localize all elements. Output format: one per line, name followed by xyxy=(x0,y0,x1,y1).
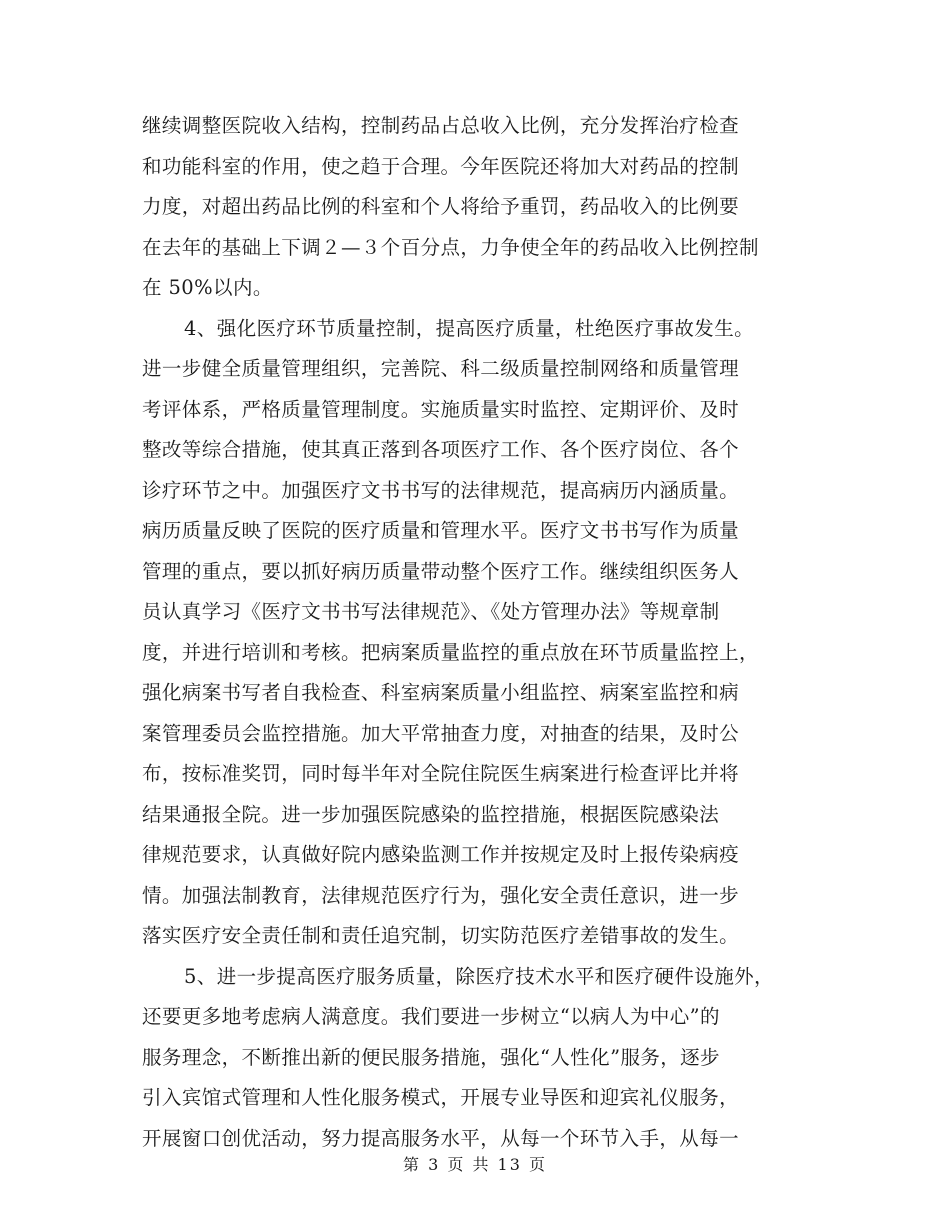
text-line: 在去年的基础上下调２—３个百分点，力争使全年的药品收入比例控制 xyxy=(142,235,759,259)
text-line: 律规范要求，认真做好院内感染监测工作并按规定及时上报传染病疫 xyxy=(142,843,740,866)
text-line: 落实医疗安全责任制和责任追究制，切实防范医疗差错事故的发生。 xyxy=(142,924,740,947)
document-body xyxy=(142,106,822,1159)
page-footer: 第 3 页 共 13 页 xyxy=(403,1155,547,1174)
text-line: 诊疗环节之中。加强医疗文书书写的法律规范，提高病历内涵质量。 xyxy=(142,478,740,502)
text-line: 4、强化医疗环节质量控制，提高医疗质量，杜绝医疗事故发生。 xyxy=(184,316,755,340)
text-line: 度，并进行培训和考核。把病案质量监控的重点放在环节质量监控上， xyxy=(142,640,759,664)
text-line: 强化病案书写者自我检查、科室病案质量小组监控、病案室监控和病 xyxy=(142,681,740,704)
text-line: 还要更多地考虑病人满意度。我们要进一步树立“以病人为中心”的 xyxy=(142,1005,720,1028)
text-line: 考评体系，严格质量管理制度。实施质量实时监控、定期评价、及时 xyxy=(142,397,740,421)
text-line: 情。加强法制教育，法律规范医疗行为，强化安全责任意识，进一步 xyxy=(142,883,740,907)
text-line: 引入宾馆式管理和人性化服务模式，开展专业导医和迎宾礼仪服务， xyxy=(142,1086,740,1109)
text-line: 5、进一步提高医疗服务质量，除医疗技术水平和医疗硬件设施外， xyxy=(184,964,774,988)
text-line: 服务理念，不断推出新的便民服务措施，强化“人性化”服务，逐步 xyxy=(142,1045,720,1069)
text-line: 结果通报全院。进一步加强医院感染的监控措施，根据医院感染法 xyxy=(142,802,720,826)
text-line: 整改等综合措施，使其真正落到各项医疗工作、各个医疗岗位、各个 xyxy=(142,438,740,461)
text-line: 管理的重点，要以抓好病历质量带动整个医疗工作。继续组织医务人 xyxy=(142,559,740,583)
text-line: 在 50%以内。 xyxy=(142,276,273,299)
text-line: 布，按标准奖罚，同时每半年对全院住院医生病案进行检查评比并将 xyxy=(142,762,740,785)
text-line: 力度，对超出药品比例的科室和个人将给予重罚，药品收入的比例要 xyxy=(142,195,740,218)
text-line: 病历质量反映了医院的医疗质量和管理水平。医疗文书书写作为质量 xyxy=(142,519,740,542)
text-line: 员认真学习《医疗文书书写法律规范》、《处方管理办法》等规章制 xyxy=(142,600,720,623)
text-line: 进一步健全质量管理组织，完善院、科二级质量控制网络和质量管理 xyxy=(142,357,740,380)
text-line: 案管理委员会监控措施。加大平常抽查力度，对抽查的结果，及时公 xyxy=(142,721,740,745)
text-line: 和功能科室的作用，使之趋于合理。今年医院还将加大对药品的控制 xyxy=(142,154,740,178)
text-line: 开展窗口创优活动，努力提高服务水平，从每一个环节入手，从每一 xyxy=(142,1126,740,1150)
text-line: 继续调整医院收入结构，控制药品占总收入比例，充分发挥治疗检查 xyxy=(142,114,740,137)
